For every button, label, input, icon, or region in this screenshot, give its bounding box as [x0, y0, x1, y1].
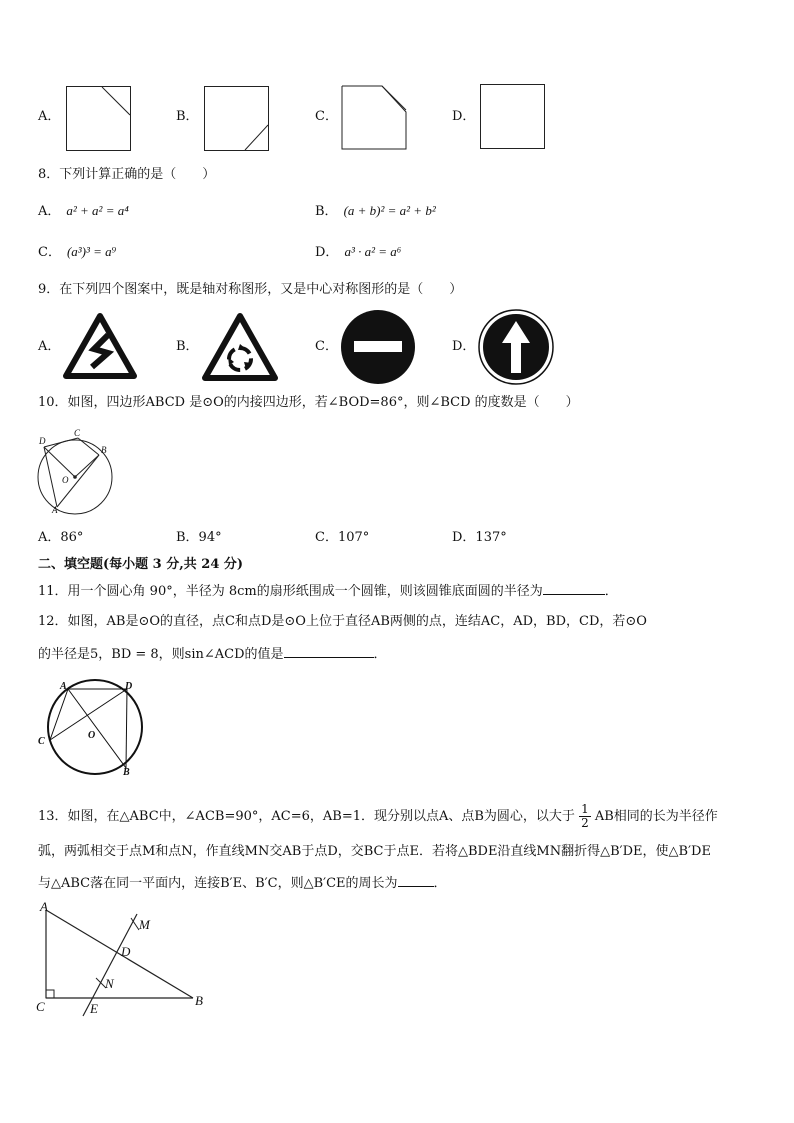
q12-label-o: O [88, 730, 96, 741]
q10-option-c: C．107° [315, 530, 370, 545]
q12-label-a: A [60, 681, 67, 692]
q13-line3 [38, 874, 447, 893]
q13-label-c: C [36, 999, 45, 1014]
q12-label-b: B [123, 767, 130, 778]
q9-option-b-label: B． [176, 339, 199, 354]
q13-stem-end: 与△ABC落在同一平面内，连接B′E、B′C，则△B′CE的周长为 [38, 876, 398, 891]
q8-option-c [38, 243, 116, 262]
q7-b-fold [205, 87, 268, 150]
q7-option-c-label: C． [315, 109, 338, 124]
q12-stem-end: 的半径是5，BD = 8，则sin∠ACD的值是 [38, 647, 284, 662]
q9-option-d-label: D． [452, 339, 476, 354]
q8-b-label: B． [315, 204, 338, 219]
q8-c-expr: (a³)³ = a⁹ [66, 244, 117, 259]
q10-option-a: A．86° [38, 530, 84, 545]
q8-b-expr: (a + b)² = a² + b² [343, 203, 436, 218]
q12-label-c: C [38, 736, 45, 747]
q13-label-e: E [90, 1001, 98, 1016]
q8-stem: 8．下列计算正确的是（ ） [38, 167, 216, 182]
q13-label-m: M [139, 917, 150, 932]
q8-option-d [315, 243, 401, 262]
q13-frac-den: 2 [581, 816, 589, 830]
q10-stem: 10．如图，四边形ABCD 是⊙O的内接四边形，若∠BOD=86°，则∠BCD 的度数是（ ） [38, 395, 579, 410]
q9-stem: 9．在下列四个图案中，既是轴对称图形，又是中心对称图形的是（ ） [38, 282, 463, 297]
q7-option-b-label: B． [176, 109, 199, 124]
q13-frac-num: 1 [581, 802, 589, 816]
q9-option-c-label: C． [315, 339, 338, 354]
q12-period: ． [373, 647, 387, 662]
q13-fraction [579, 803, 591, 830]
q13-label-n: N [105, 976, 114, 991]
q10-label-d: D [39, 436, 46, 446]
q9-option-a-label: A． [38, 339, 61, 354]
q7-option-a-figure [66, 86, 131, 151]
q13-line2: 弧，两弧相交于点M和点N，作直线MN交AB于点D，交BC于点E．若将△BDE沿直线MN翻折得△B′DE，使△B′DE [38, 844, 711, 859]
q11-period: ． [604, 584, 618, 599]
q13-answer-blank[interactable] [398, 874, 434, 887]
q10-label-o: O [62, 475, 69, 485]
q13-label-d: D [121, 944, 131, 959]
section-2-heading: 二、填空题(每小题 3 分,共 24 分) [38, 557, 244, 572]
q8-d-label: D． [315, 245, 339, 260]
q7-option-d-figure [480, 84, 545, 149]
q13-figure [38, 900, 208, 1020]
q10-label-b: B [101, 445, 107, 455]
q8-d-expr: a³ · a² = a⁶ [344, 244, 402, 259]
q12-label-d: D [125, 681, 133, 692]
q13-line1-end: AB相同的长为半径作 [594, 809, 718, 824]
q11-answer-blank[interactable] [543, 582, 605, 595]
q7-a-fold [67, 87, 130, 150]
q10-label-a: A [52, 505, 58, 515]
q13-line1 [38, 803, 718, 830]
q8-a-expr: a² + a² = a⁴ [66, 203, 129, 218]
q7-option-a-label: A． [38, 109, 61, 124]
q7-option-c-figure [342, 86, 408, 150]
q13-label-a: A [40, 899, 48, 914]
q8-option-a [38, 202, 129, 221]
q13-label-b: B [195, 993, 203, 1008]
q12-answer-blank[interactable] [284, 645, 374, 658]
q12-line2 [38, 645, 387, 664]
q8-a-label: A． [38, 204, 61, 219]
q9-b-roundabout-sign-icon [202, 313, 278, 381]
q10-option-b: B．94° [176, 530, 222, 545]
q7-option-b-figure [204, 86, 269, 151]
q10-option-d: D．137° [452, 530, 507, 545]
q8-c-label: C． [38, 245, 61, 260]
q12-line1: 12．如图，AB是⊙O的直径，点C和点D是⊙O上位于直径AB两侧的点，连结AC，AD，BD，CD，若⊙O [38, 614, 647, 629]
q13-line1-start: 13．如图，在△ABC中，∠ACB=90°，AC=6，AB=1．现分别以点A、点B为圆心，以大于 [38, 809, 575, 824]
q11-text [38, 582, 618, 601]
q13-period: ． [433, 876, 447, 891]
q8-option-b [315, 202, 436, 221]
q10-label-c: C [74, 428, 81, 438]
q9-c-no-entry-sign-icon [340, 309, 416, 385]
q7-option-d-label: D． [452, 109, 476, 124]
q9-d-straight-ahead-sign-icon [478, 309, 554, 385]
q11-stem: 11．用一个圆心角 90°，半径为 8cm的扇形纸围成一个圆锥，则该圆锥底面圆的半径为 [38, 584, 543, 599]
q9-a-winding-road-sign-icon [64, 313, 136, 379]
